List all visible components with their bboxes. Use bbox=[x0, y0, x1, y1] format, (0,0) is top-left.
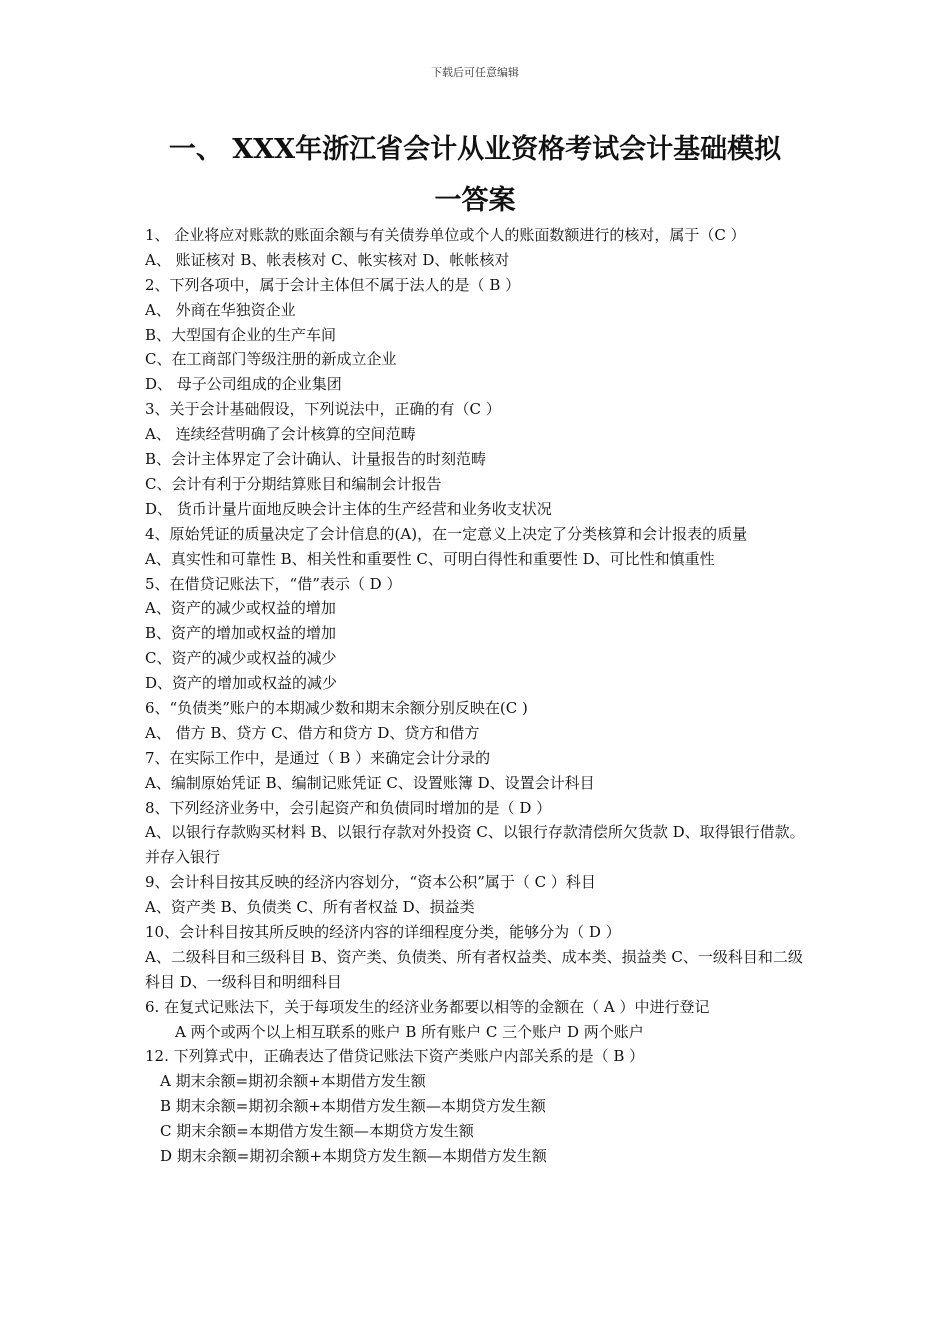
question-2-option-a: A、 外商在华独资企业 bbox=[145, 300, 296, 319]
question-12-option-c: C 期末余额=本期借方发生额—本期贷方发生额 bbox=[160, 1122, 474, 1141]
question-9: 9、会计科目按其反映的经济内容划分，“资本公积”属于（ C ）科目 bbox=[145, 873, 596, 892]
question-5-option-a: A、资产的减少或权益的增加 bbox=[145, 599, 336, 618]
question-2: 2、下列各项中，属于会计主体但不属于法人的是（ B ） bbox=[145, 275, 521, 294]
question-5-option-c: C、资产的减少或权益的减少 bbox=[145, 649, 337, 668]
question-12-option-a: A 期末余额=期初余额+本期借方发生额 bbox=[160, 1072, 426, 1091]
question-10: 10、会计科目按其所反映的经济内容的详细程度分类，能够分为（ D ） bbox=[145, 923, 621, 941]
question-2-option-c: C、在工商部门等级注册的新成立企业 bbox=[145, 350, 397, 369]
question-8: 8、下列经济业务中，会引起资产和负债同时增加的是（ D ） bbox=[145, 798, 552, 817]
question-11-options: A 两个或两个以上相互联系的账户 B 所有账户 C 三个账户 D 两个账户 bbox=[175, 1022, 644, 1041]
page-header: 下载后可任意编辑 bbox=[431, 66, 519, 79]
question-3-option-a: A、 连续经营明确了会计核算的空间范畴 bbox=[145, 425, 416, 444]
question-10-options: A、二级科目和三级科目 B、资产类、负债类、所有者权益类、成本类、损益类 C、一级科目和二级科目 D、一级科目和明细科目 bbox=[145, 947, 803, 991]
title-line-2: 一答案 bbox=[434, 185, 516, 216]
question-12: 12. 下列算式中，正确表达了借贷记账法下资产类账户内部关系的是（ B ） bbox=[145, 1047, 645, 1066]
question-5-option-b: B、资产的增加或权益的增加 bbox=[145, 624, 337, 643]
question-12-option-d: D 期末余额=期初余额+本期贷方发生额—本期借方发生额 bbox=[160, 1147, 547, 1166]
question-3: 3、关于会计基础假设，下列说法中，正确的有（C ） bbox=[145, 400, 501, 419]
question-1-options: A、 账证核对 B、帐表核对 C、帐实核对 D、帐帐核对 bbox=[145, 250, 510, 269]
question-12-option-b: B 期末余额=期初余额+本期借方发生额—本期贷方发生额 bbox=[160, 1097, 546, 1116]
question-2-option-b: B、大型国有企业的生产车间 bbox=[145, 325, 337, 344]
question-9-options: A、资产类 B、负债类 C、所有者权益 D、损益类 bbox=[145, 898, 475, 917]
question-8-options: A、以银行存款购买材料 B、以银行存款对外投资 C、以银行存款清偿所欠货款 D、取得银行借款。并存入银行 bbox=[145, 823, 805, 867]
question-1: 1、 企业将应对账款的账面余额与有关债券单位或个人的账面数额进行的核对，属于（C ） bbox=[145, 226, 746, 244]
question-11: 6. 在复式记账法下，关于每项发生的经济业务都要以相等的金额在（ A ）中进行登记 bbox=[145, 997, 710, 1016]
title-line-1: 一、 XXX年浙江省会计从业资格考试会计基础模拟 bbox=[168, 134, 782, 165]
question-2-option-d: D、 母子公司组成的企业集团 bbox=[145, 375, 342, 394]
question-3-option-c: C、会计有利于分期结算账目和编制会计报告 bbox=[145, 474, 442, 493]
question-6: 6、“负债类”账户的本期减少数和期末余额分别反映在(C ) bbox=[145, 698, 528, 717]
question-4-options: A、真实性和可靠性 B、相关性和重要性 C、可明白得性和重要性 D、可比性和慎重性 bbox=[145, 549, 715, 568]
question-5: 5、在借贷记账法下，“借”表示（ D ） bbox=[145, 574, 402, 593]
question-list bbox=[145, 223, 817, 1169]
question-6-options: A、 借方 B、贷方 C、借方和贷方 D、贷方和借方 bbox=[145, 723, 480, 742]
question-3-option-b: B、会计主体界定了会计确认、计量报告的时刻范畴 bbox=[145, 450, 487, 469]
question-3-option-d: D、 货币计量片面地反映会计主体的生产经营和业务收支状况 bbox=[145, 499, 552, 518]
question-4: 4、原始凭证的质量决定了会计信息的(A)，在一定意义上决定了分类核算和会计报表的质量 bbox=[145, 524, 748, 543]
question-5-option-d: D、资产的增加或权益的减少 bbox=[145, 674, 338, 693]
document-title bbox=[120, 124, 830, 226]
question-7-options: A、编制原始凭证 B、编制记账凭证 C、设置账簿 D、设置会计科目 bbox=[145, 773, 595, 792]
question-7: 7、在实际工作中，是通过（ B ）来确定会计分录的 bbox=[145, 748, 491, 767]
